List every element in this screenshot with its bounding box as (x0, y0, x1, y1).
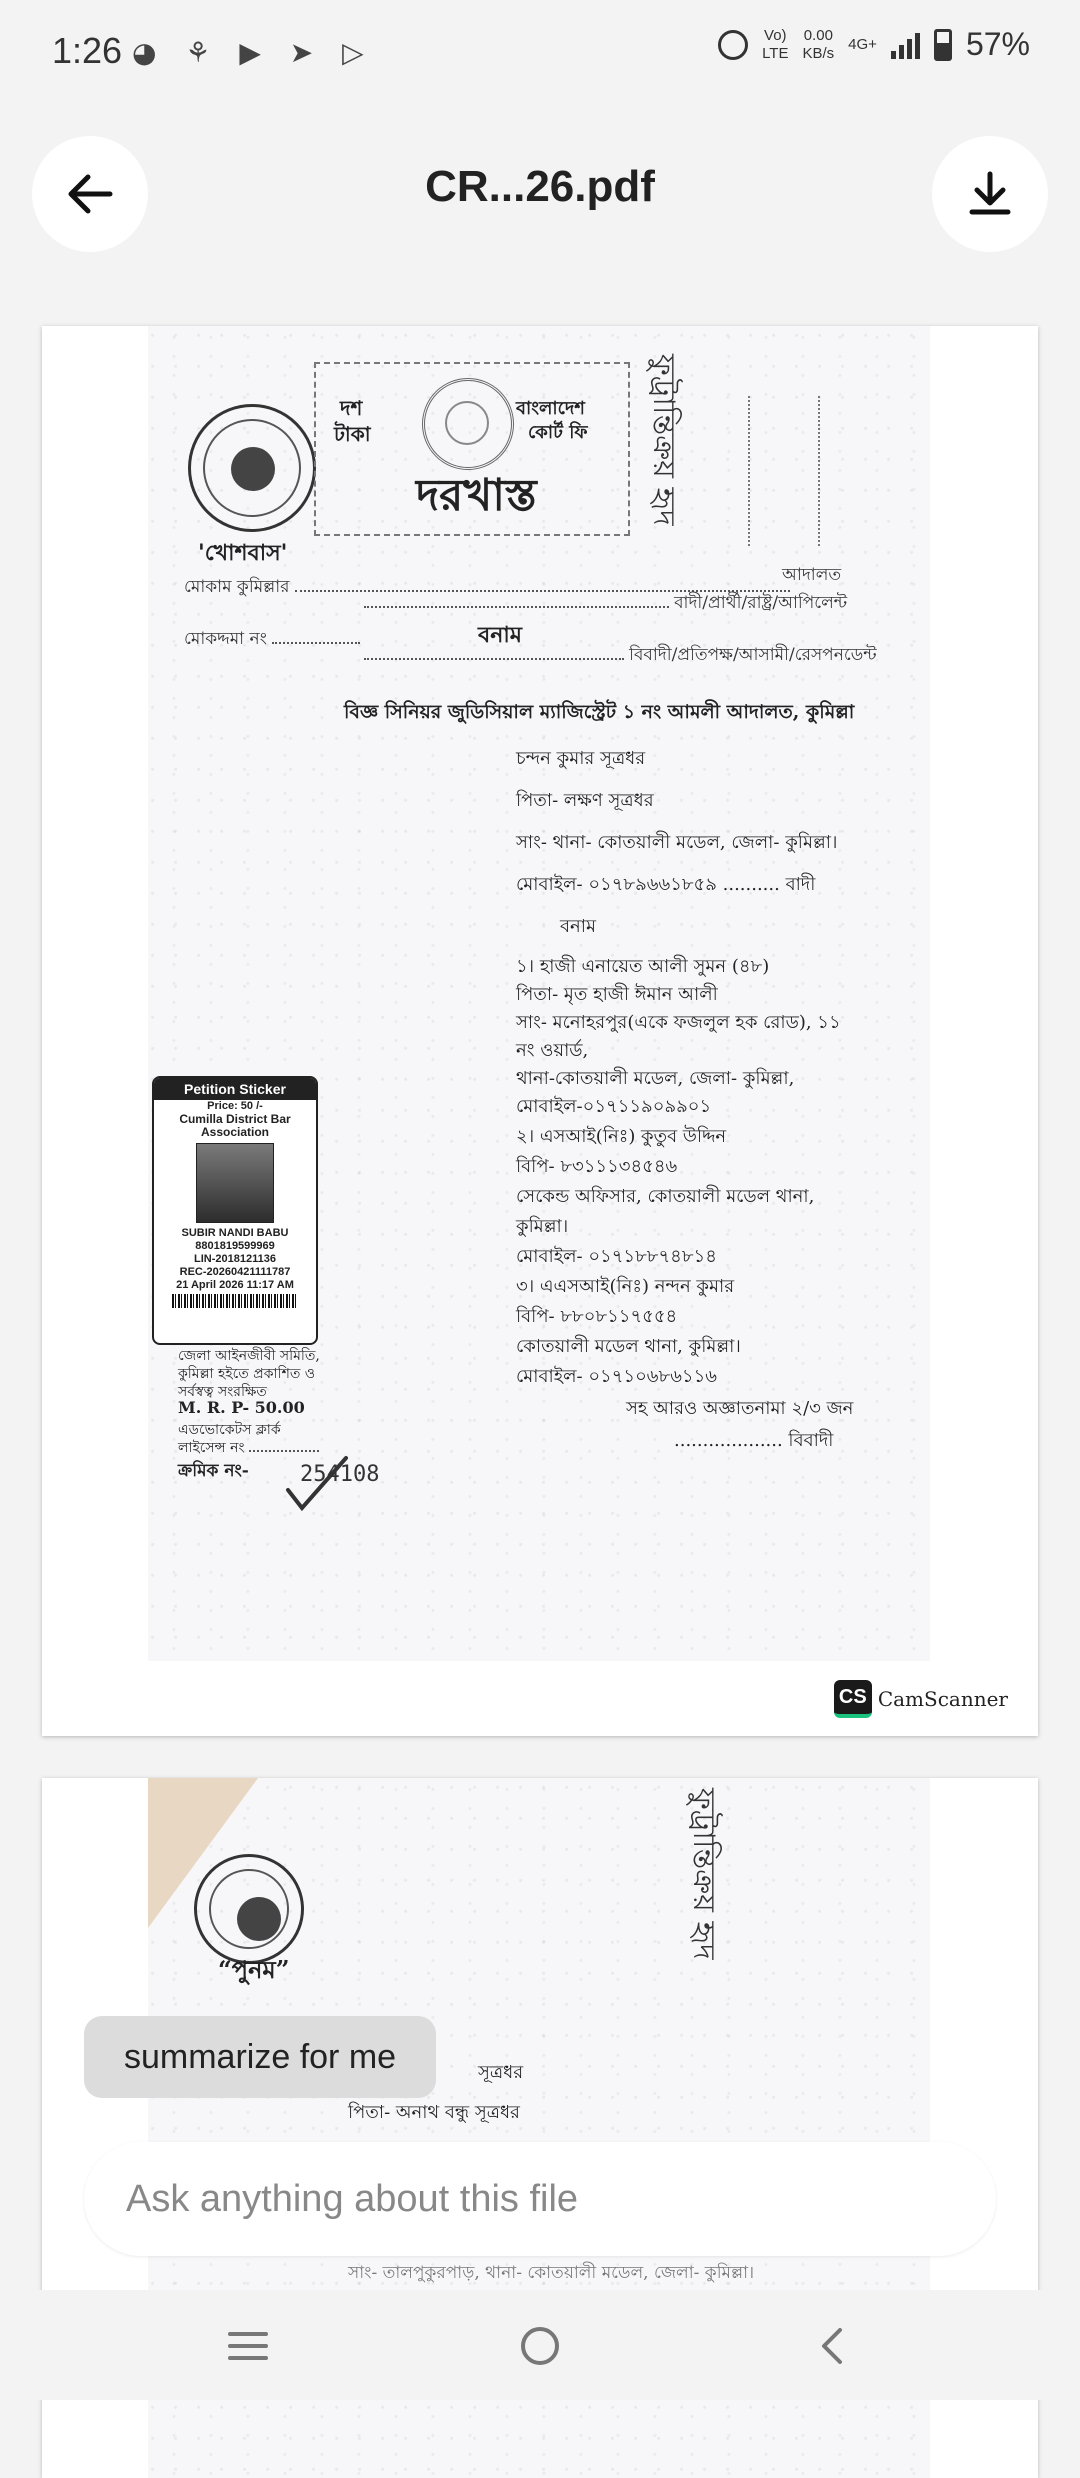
body-line: ২। এসআই(নিঃ) কুতুব উদ্দিন (516, 1126, 727, 1147)
bibadi-label: বিবাদী/প্রতিপক্ষ/আসামী/রেসপনডেন্ট (629, 645, 877, 665)
body-line: নং ওয়ার্ড, (516, 1040, 589, 1061)
body-line: মোবাইল-০১৭১১৯০৯৯০১ (516, 1096, 712, 1117)
page2-line: পিতা- অনাথ বন্ধু সূত্রধর (348, 2102, 520, 2123)
network-type: 4G+ (848, 35, 877, 53)
footer-line: এডভোকেটস ক্লার্ক (178, 1422, 281, 1438)
body-line: পিতা- মৃত হাজী ঈমান আলী (516, 984, 718, 1005)
court-fee-stamp (314, 362, 630, 536)
case-number-label: মোকদ্দমা নং (184, 629, 267, 649)
stamp-text-right-1: বাংলাদেশ (516, 398, 585, 419)
body-line: কুমিল্লা। (516, 1216, 569, 1237)
badi-row (364, 590, 847, 618)
sticker-lin: LIN-2018121136 (194, 1253, 276, 1265)
body-line: বিপি- ৮৩১১১৩৪৫৪৬ (516, 1156, 678, 1177)
summarize-suggestion-chip[interactable]: summarize for me (84, 2016, 436, 2098)
badi-label: বাদী/প্রার্থী/রাষ্ট্র/আপিলেন্ট (674, 593, 848, 613)
sticker-barcode (172, 1294, 298, 1308)
sticker-date: 21 April 2026 11:17 AM (176, 1279, 294, 1291)
page2-line: সূত্রধর (478, 2062, 524, 2083)
sticker-rec: REC-20260421111787 (179, 1266, 291, 1278)
camscanner-text: CamScanner (877, 1687, 1008, 1711)
body-line: ৩। এএসআই(নিঃ) নন্দন কুমার (516, 1276, 735, 1297)
body-line: মোবাইল- ০১৭৮৯৬৬১৮৫৯ .......... বাদী (516, 874, 816, 895)
body-line: চন্দন কুমার সূত্রধর (516, 748, 646, 769)
body-line: ১। হাজী এনায়েত আলী সুমন (৪৮) (516, 956, 770, 977)
footer-license-label: লাইসেন্স নং (178, 1440, 245, 1456)
system-back-button[interactable] (802, 2316, 862, 2376)
handwritten-vertical-note: ফুট্ৰান্তিক্রয় হৃদ (646, 354, 681, 526)
footer-line: জেলা আইনজীবী সমিতি, (178, 1348, 320, 1364)
bangladesh-emblem-icon (422, 378, 514, 470)
body-line: বনাম (560, 916, 596, 937)
footer-line: সর্বস্বত্ব সংরক্ষিত (178, 1384, 267, 1400)
form-heading: দরখাস্ত (416, 470, 537, 521)
battery-percent: 57% (965, 26, 1030, 62)
network-speed: 0.00 KB/s (802, 26, 835, 62)
body-line: সহ আরও অজ্ঞাতনামা ২/৩ জন (626, 1398, 854, 1419)
camscanner-watermark (834, 1680, 1008, 1718)
versus-heading: বনাম (478, 622, 522, 648)
notification-icons: ◕ ⚘ ▶ ➤ ▷ (132, 36, 374, 69)
court-title: বিজ্ঞ সিনিয়র জুডিসিয়াল ম্যাজিস্ট্রেট ১ নং আমলী আদালত, কুমিল্লা (344, 701, 855, 723)
back-chevron-icon (812, 2324, 852, 2368)
scanned-document (148, 326, 930, 1661)
status-time: 1:26 (52, 30, 123, 71)
ask-file-input[interactable] (84, 2142, 996, 2256)
body-line: পিতা- লক্ষণ সূত্রধর (516, 790, 654, 811)
sticker-org: Cumilla District Bar (179, 1112, 291, 1126)
volte-indicator: Vo) LTE (762, 26, 789, 62)
body-line: সাং- থানা- কোতয়ালী মডেল, জেলা- কুমিল্লা। (516, 832, 838, 853)
download-button[interactable] (932, 136, 1048, 252)
mokam-label: মোকাম কুমিল্লার (184, 577, 290, 597)
serial-label: ক্রমিক নং- (178, 1461, 249, 1481)
recents-button[interactable] (218, 2316, 278, 2376)
pdf-page-1[interactable] (42, 326, 1038, 1736)
body-line: কোতয়ালী মডেল থানা, কুমিল্লা। (516, 1336, 741, 1357)
alarm-icon (718, 30, 748, 60)
sticker-number: 8801819599969 (195, 1240, 275, 1252)
stamp-text-left-2: টাকা (334, 422, 371, 446)
status-bar (0, 0, 1080, 110)
handwritten-vertical-note-2: ফুট্ৰান্তিক্রয় হৃদ (686, 1788, 721, 1960)
page2-line: সাং- তালপুকুরপাড়, থানা- কোতয়ালী মডেল, জেলা- কুমিল্লা। (348, 2263, 755, 2283)
bar-association-seal-2 (194, 1854, 304, 1964)
status-indicators (718, 26, 1030, 63)
bibadi-row (364, 642, 877, 670)
download-icon (964, 168, 1016, 220)
stamp-text-left-1: দশ (340, 396, 363, 420)
petition-sticker (152, 1076, 318, 1345)
body-line: সাং- মনোহরপুর(একে ফজলুল হক রোড), ১১ (516, 1012, 841, 1033)
body-line: বিপি- ৮৮০৮১১৭৫৫৪ (516, 1306, 678, 1327)
footer-mrp: M. R. P- 50.00 (178, 1398, 305, 1417)
serial-number: 254108 (300, 1462, 380, 1487)
sticker-title: Petition Sticker (154, 1078, 316, 1100)
document-title: CR...26.pdf (425, 162, 655, 211)
camscanner-logo-icon: CS (834, 1680, 872, 1718)
seal-caption: 'খোশবাস' (198, 540, 288, 566)
home-circle-icon (518, 2324, 562, 2368)
check-mark-icon (282, 1452, 352, 1514)
sticker-price: Price: 50 /- (207, 1100, 263, 1112)
sticker-photo (196, 1143, 274, 1223)
navigation-bar (0, 2290, 1080, 2400)
body-line: মোবাইল- ০১৭১০৬৮৬১১৬ (516, 1366, 717, 1387)
stamp-text-right-2: কোর্ট ফি (528, 422, 588, 443)
sticker-org-2: Association (200, 1125, 269, 1139)
top-right-frame (748, 396, 820, 546)
battery-icon (934, 29, 952, 61)
seal-caption-2: “পুনম” (218, 1955, 290, 1984)
bar-association-seal (188, 404, 316, 532)
body-line: থানা-কোতয়ালী মডেল, জেলা- কুমিল্লা, (516, 1068, 795, 1089)
footer-line: কুমিল্লা হইতে প্রকাশিত ও (178, 1366, 316, 1382)
case-number-row (184, 626, 360, 654)
body-line: ................... বিবাদী (674, 1430, 834, 1451)
body-line: মোবাইল- ০১৭১৮৮৭৪৮১৪ (516, 1246, 717, 1267)
body-line: সেকেন্ড অফিসার, কোতয়ালী মডেল থানা, (516, 1186, 815, 1207)
sticker-name: SUBIR NANDI BABU (181, 1227, 289, 1239)
signal-icon (891, 31, 920, 59)
home-button[interactable] (510, 2316, 570, 2376)
court-label: আদালত (782, 565, 842, 585)
menu-icon (226, 2326, 270, 2366)
